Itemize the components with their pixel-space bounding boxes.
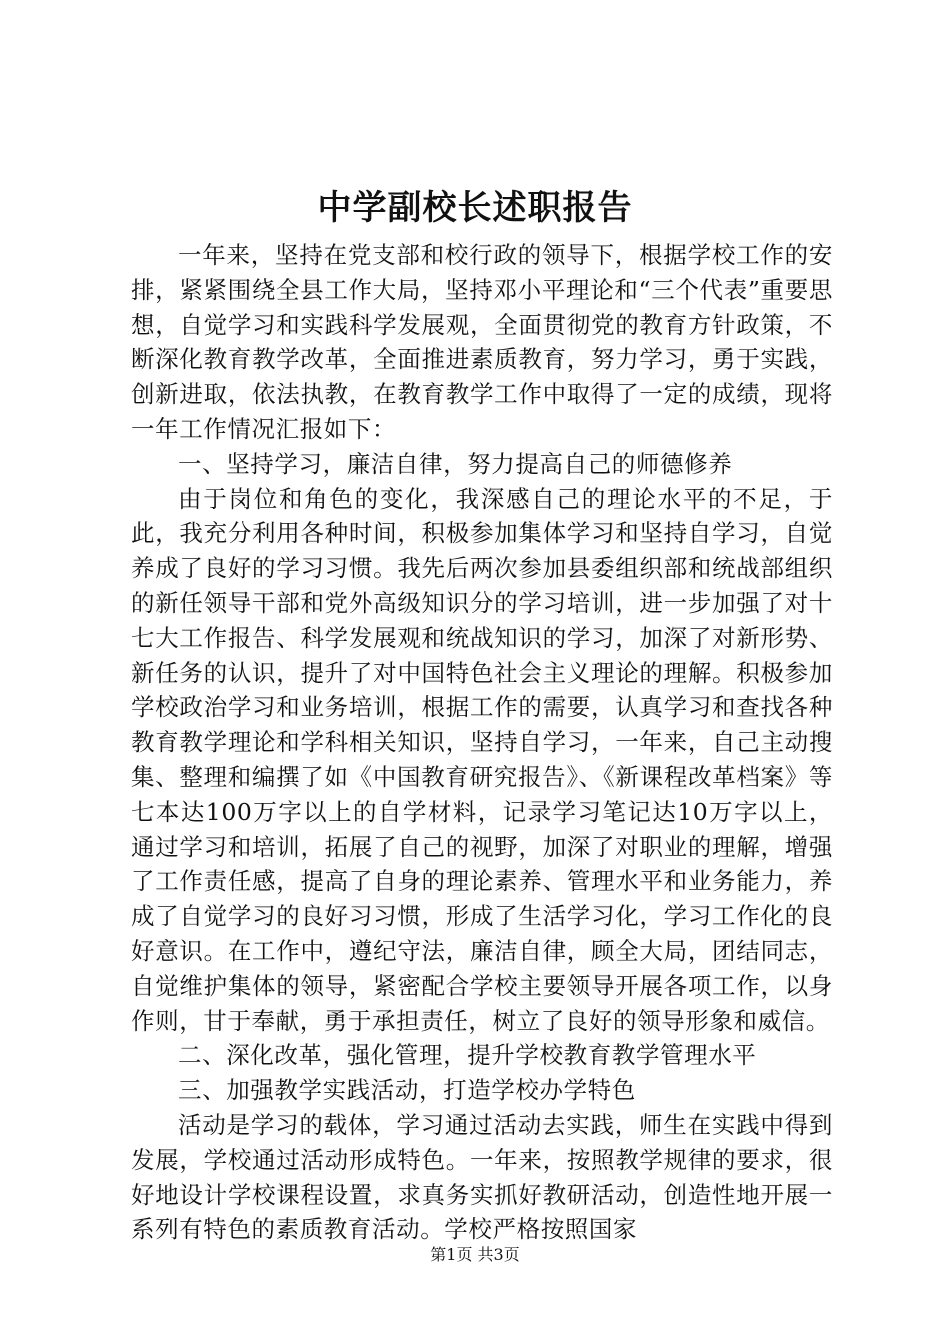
document-body (131, 238, 833, 1247)
intro-paragraph: 一年来，坚持在党支部和校行政的领导下，根据学校工作的安排，紧紧围绕全县工作大局，坚持邓小平理论和“三个代表”重要思想，自觉学习和实践科学发展观，全面贯彻党的教育方针政策，不断深化教育教学改革，全面推进素质教育，努力学习，勇于实践，创新进取，依法执教，在教育教学工作中取得了一定的成绩，现将一年工作情况汇报如下： (131, 241, 833, 443)
section-heading-1: 一、坚持学习，廉洁自律，努力提高自己的师德修养 (178, 449, 733, 478)
section-3-paragraph: 活动是学习的载体，学习通过活动去实践，师生在实践中得到发展，学校通过活动形成特色。一年来，按照教学规律的要求，很好地设计学校课程设置，求真务实抓好教研活动，创造性地开展一系列有特色的素质教育活动。学校严格按照国家 (131, 1110, 833, 1244)
section-heading-3: 三、加强教学实践活动，打造学校办学特色 (178, 1076, 636, 1105)
document-title: 中学副校长述职报告 (317, 188, 633, 228)
page-footer: 第1页 共3页 (430, 1245, 520, 1264)
section-1-paragraph: 由于岗位和角色的变化，我深感自己的理论水平的不足，于此，我充分利用各种时间，积极参加集体学习和坚持自学习，自觉养成了良好的学习习惯。我先后两次参加县委组织部和统战部组织的新任领导干部和党外高级知识分的学习培训，进一步加强了对十七大工作报告、科学发展观和统战知识的学习，加深了对新形势、新任务的认识，提升了对中国特色社会主义理论的理解。积极参加学校政治学习和业务培训，根据工作的需要，认真学习和查找各种教育教学理论和学科相关知识，坚持自学习，一年来，自己主动搜集、整理和编撰了如《中国教育研究报告》、《新课程改革档案》等七本达100万字以上的自学材料，记录学习笔记达10万字以上，通过学习和培训，拓展了自己的视野，加深了对职业的理解，增强了工作责任感，提高了自身的理论素养、管理水平和业务能力，养成了自觉学习的良好习习惯，形成了生活学习化，学习工作化的良好意识。在工作中，遵纪守法，廉洁自律，顾全大局，团结同志，自觉维护集体的领导，紧密配合学校主要领导开展各项工作，以身作则，甘于奉献，勇于承担责任，树立了良好的领导形象和威信。 (131, 484, 833, 1035)
section-heading-2: 二、深化改革，强化管理，提升学校教育教学管理水平 (178, 1041, 757, 1070)
